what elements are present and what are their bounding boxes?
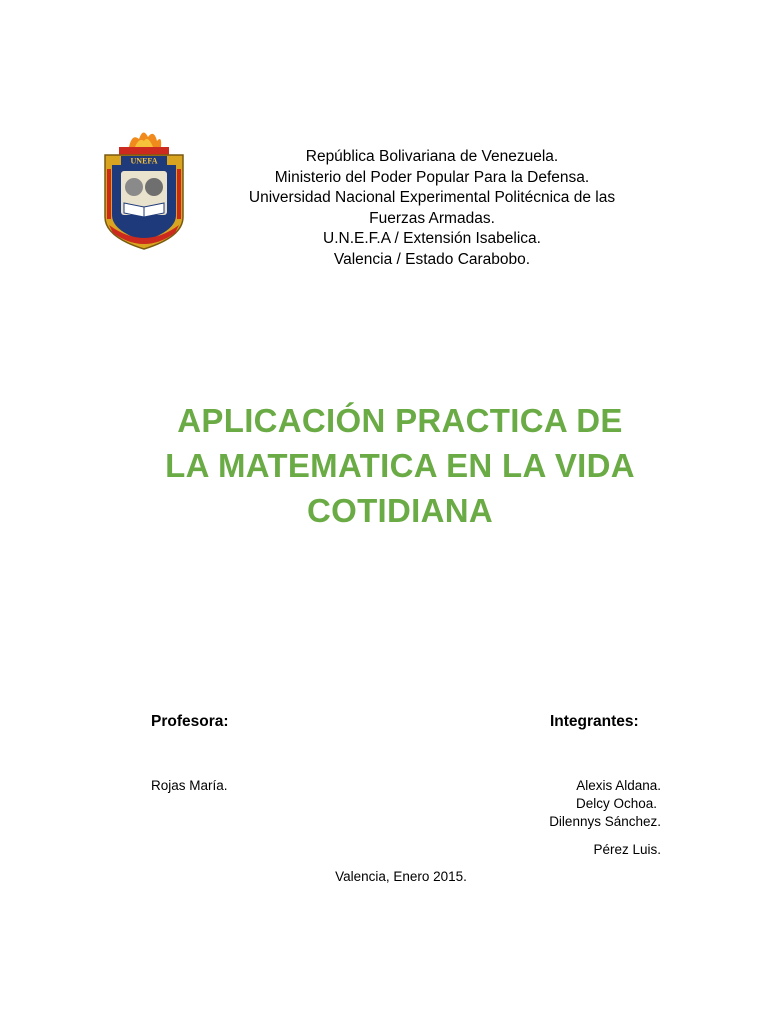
professor-label: Profesora:	[151, 713, 229, 730]
header-ministry: Ministerio del Poder Popular Para la Defensa.	[274, 168, 590, 186]
logo-text: UNEFA	[130, 156, 158, 166]
header-location: Valencia / Estado Carabobo.	[333, 250, 531, 268]
header-university: Universidad Nacional Experimental Politécnica de las	[248, 189, 616, 206]
members-label: Integrantes:	[550, 713, 639, 730]
title-line-3: COTIDIANA	[306, 492, 494, 529]
title-line-2: LA MATEMATICA EN LA VIDA	[165, 447, 635, 484]
professor-name: Rojas María.	[151, 778, 228, 793]
header-country: República Bolivariana de Venezuela.	[305, 148, 559, 165]
members-list	[549, 777, 661, 859]
document-title	[120, 398, 680, 533]
header-university-cont: Fuerzas Armadas.	[369, 209, 495, 227]
member-name: Dilennys Sánchez.	[549, 814, 661, 829]
member-name: Alexis Aldana.	[576, 778, 661, 793]
member-name: Pérez Luis.	[593, 842, 661, 857]
title-line-1: APLICACIÓN PRACTICA DE	[177, 402, 623, 439]
member-name: Delcy Ochoa.	[575, 796, 657, 811]
place-date: Valencia, Enero 2015.	[335, 869, 467, 884]
institution-header	[200, 147, 664, 270]
university-logo-icon	[99, 125, 189, 257]
header-extension: U.N.E.F.A / Extensión Isabelica.	[323, 230, 541, 247]
